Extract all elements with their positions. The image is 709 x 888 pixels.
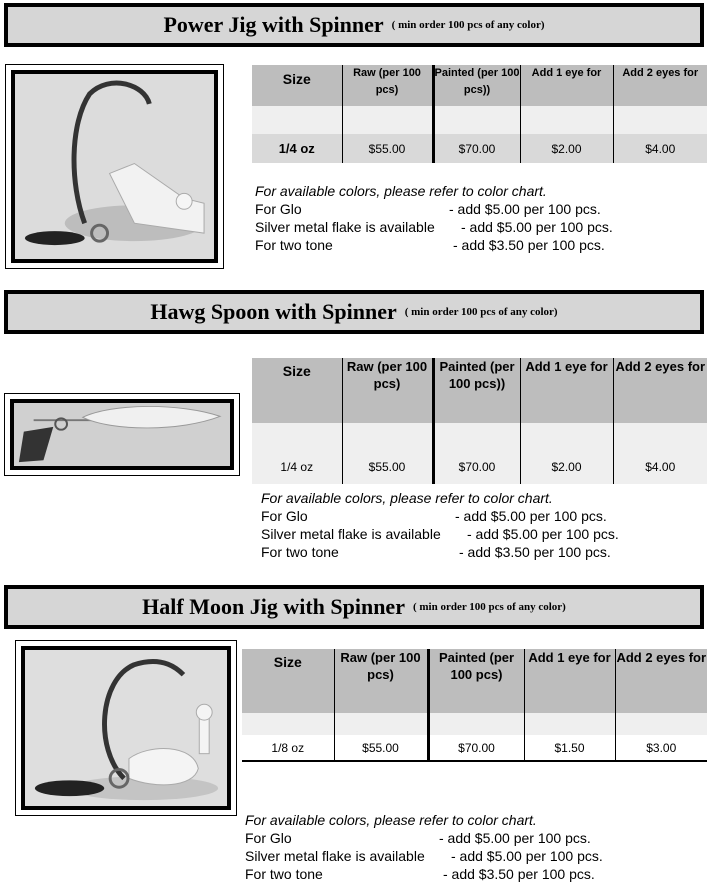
- price-table: [252, 358, 707, 484]
- glo-price: - add $5.00 per 100 pcs.: [455, 508, 607, 524]
- price-table: [252, 65, 707, 163]
- product-title-banner: [4, 3, 704, 47]
- cell-raw-price: $55.00: [342, 134, 433, 163]
- two-tone-label: For two tone: [261, 544, 339, 560]
- col-header-size: Size: [242, 649, 334, 713]
- hawg-spoon-image: [14, 403, 230, 466]
- pricing-notes: [245, 811, 603, 883]
- pricing-notes: [261, 489, 619, 561]
- product-title-banner: [4, 585, 704, 629]
- product-title: Half Moon Jig with Spinner: [142, 594, 405, 619]
- pricing-notes: [255, 182, 613, 254]
- col-header-painted: Painted (per 100 pcs)): [433, 65, 520, 106]
- glo-label: For Glo: [255, 201, 302, 217]
- min-order-note: ( min order 100 pcs of any color): [412, 601, 566, 613]
- col-header-one-eye: Add 1 eye for: [520, 65, 613, 106]
- silver-flake-label: Silver metal flake is available: [261, 526, 441, 542]
- min-order-note: ( min order 100 pcs of any color): [404, 306, 558, 318]
- silver-flake-price: - add $5.00 per 100 pcs.: [461, 219, 613, 235]
- cell-painted-price: $70.00: [433, 423, 520, 484]
- product-photo: [5, 64, 224, 269]
- col-header-two-eyes: Add 2 eyes for: [613, 358, 707, 423]
- product-photo: [15, 640, 237, 816]
- col-header-one-eye: Add 1 eye for: [524, 649, 615, 713]
- col-header-size: Size: [252, 65, 342, 106]
- cell-two-eyes-price: $4.00: [613, 423, 707, 484]
- col-header-size: Size: [252, 358, 342, 423]
- silver-flake-label: Silver metal flake is available: [245, 848, 425, 864]
- half-moon-jig-image: [25, 650, 227, 806]
- glo-price: - add $5.00 per 100 pcs.: [449, 201, 601, 217]
- silver-flake-price: - add $5.00 per 100 pcs.: [451, 848, 603, 864]
- col-header-two-eyes: Add 2 eyes for: [615, 649, 707, 713]
- glo-label: For Glo: [261, 508, 308, 524]
- two-tone-label: For two tone: [245, 866, 323, 882]
- product-photo: [4, 393, 240, 476]
- col-header-two-eyes: Add 2 eyes for: [613, 65, 707, 106]
- cell-two-eyes-price: $3.00: [615, 735, 707, 761]
- product-title-banner: [4, 290, 704, 334]
- col-header-raw: Raw (per 100 pcs): [342, 65, 433, 106]
- cell-two-eyes-price: $4.00: [613, 134, 707, 163]
- colors-note: For available colors, please refer to color chart.: [261, 490, 553, 506]
- col-header-raw: Raw (per 100 pcs): [334, 649, 428, 713]
- two-tone-price: - add $3.50 per 100 pcs.: [443, 866, 595, 882]
- product-title: Hawg Spoon with Spinner: [150, 299, 397, 324]
- min-order-note: ( min order 100 pcs of any color): [391, 19, 545, 31]
- cell-size: 1/4 oz: [252, 423, 342, 484]
- col-header-painted: Painted (per 100 pcs)): [433, 358, 520, 423]
- two-tone-label: For two tone: [255, 237, 333, 253]
- cell-size: 1/8 oz: [242, 735, 334, 761]
- two-tone-price: - add $3.50 per 100 pcs.: [459, 544, 611, 560]
- cell-raw-price: $55.00: [334, 735, 428, 761]
- two-tone-price: - add $3.50 per 100 pcs.: [453, 237, 605, 253]
- col-header-raw: Raw (per 100 pcs): [342, 358, 433, 423]
- silver-flake-price: - add $5.00 per 100 pcs.: [467, 526, 619, 542]
- cell-one-eye-price: $1.50: [524, 735, 615, 761]
- power-jig-image: [15, 74, 214, 259]
- cell-painted-price: $70.00: [428, 735, 524, 761]
- price-table: [242, 649, 707, 761]
- cell-one-eye-price: $2.00: [520, 423, 613, 484]
- colors-note: For available colors, please refer to color chart.: [255, 183, 547, 199]
- silver-flake-label: Silver metal flake is available: [255, 219, 435, 235]
- col-header-one-eye: Add 1 eye for: [520, 358, 613, 423]
- colors-note: For available colors, please refer to color chart.: [245, 812, 537, 828]
- cell-painted-price: $70.00: [433, 134, 520, 163]
- cell-size: 1/4 oz: [252, 134, 342, 163]
- cell-one-eye-price: $2.00: [520, 134, 613, 163]
- glo-price: - add $5.00 per 100 pcs.: [439, 830, 591, 846]
- col-header-painted: Painted (per 100 pcs): [428, 649, 524, 713]
- product-title: Power Jig with Spinner: [163, 12, 384, 37]
- glo-label: For Glo: [245, 830, 292, 846]
- cell-raw-price: $55.00: [342, 423, 433, 484]
- table-bottom-border: [242, 760, 707, 762]
